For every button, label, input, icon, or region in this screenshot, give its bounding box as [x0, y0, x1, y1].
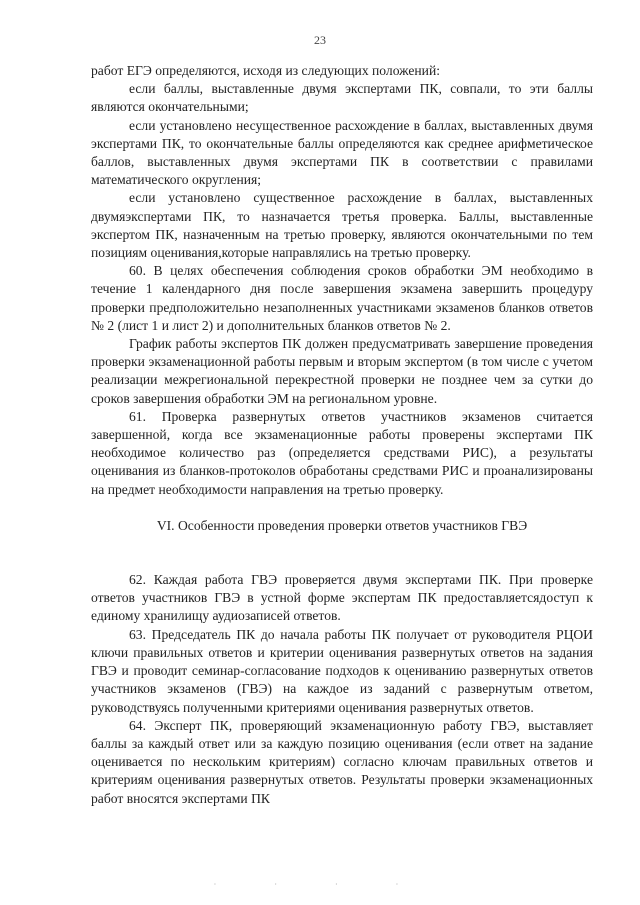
section-heading: VI. Особенности проведения проверки ответов участников ГВЭ [156, 517, 528, 533]
paragraph-62: 62. Каждая работа ГВЭ проверяется двумя экспертами ПК. При проверке ответов участников ГВЭ в устной форме экспертам ПК предоставляетсядоступ к единому хранилищу аудиозаписей ответов. [91, 572, 593, 624]
paragraph-schedule: График работы экспертов ПК должен предусматривать завершение проведения проверки экзаменационной работы первым и вторым экспертом (в том числе с учетом реализации межрегиональной перекрестной проверки не позднее чем за сутки до сроков завершения обработки ЭМ на региональном уровне. [91, 336, 593, 406]
paragraph-64: 64. Эксперт ПК, проверяющий экзаменационную работу ГВЭ, выставляет баллы за каждый ответ или за каждую позицию оценивания (если ответ на задание оценивается по нескольким критериям) согласно ключам правильных ответов и критериям оценивания развернутых ответов. Результаты проверки экзаменационных работ вносятся экспертами ПК [91, 717, 593, 806]
paragraph-intro: работ ЕГЭ определяются, исходя из следующих положений: [91, 63, 440, 78]
paragraph-61: 61. Проверка развернутых ответов участников экзаменов считается завершенной, когда все экзаменационные работы проверены экспертами ПК необходимое количество раз (определяется средствами РИС), а результаты оценивания из бланков-протоколов обработаны средствами РИС и проанализированы на предмет необходимости направления на третью проверку. [91, 408, 593, 497]
scan-artifact-dots: · · · · [213, 880, 427, 889]
paragraph-rule-2: если установлено несущественное расхождение в баллах, выставленных двумя экспертами ПК, то окончательные баллы определяются как среднее арифметическое баллов, выставленных двумя экспертами ПК в соответствии с правилами математического округления; [91, 117, 593, 188]
paragraph-rule-3: если установлено существенное расхождение в баллах, выставленных двумяэкспертами ПК, то назначается третья проверка. Баллы, выставленные экспертом ПК, назначенным на третью проверку, являются окончательными по тем позициям оценивания,которые направлялись на третью проверку. [91, 190, 593, 261]
page-number: 23 [314, 33, 326, 47]
paragraph-rule-1: если баллы, выставленные двумя экспертами ПК, совпали, то эти баллы являются окончательными; [91, 81, 593, 115]
document-body [91, 62, 593, 808]
paragraph-63: 63. Председатель ПК до начала работы ПК получает от руководителя РЦОИ ключи правильных ответов и критерии оценивания развернутых ответов на задания ГВЭ и проводит семинар-согласование подходов к оцениванию развернутых ответов участников экзаменов (ГВЭ) на каждое из заданий с развернутым ответом, руководствуясь полученными критериями оценивания развернутых ответов. [91, 626, 593, 715]
paragraph-60: 60. В целях обеспечения соблюдения сроков обработки ЭМ необходимо в течение 1 календарного дня после завершения экзамена завершить процедуру проверки предположительно незаполненных участниками экзаменов бланков ответов № 2 (лист 1 и лист 2) и дополнительных бланков ответов № 2. [91, 263, 593, 333]
